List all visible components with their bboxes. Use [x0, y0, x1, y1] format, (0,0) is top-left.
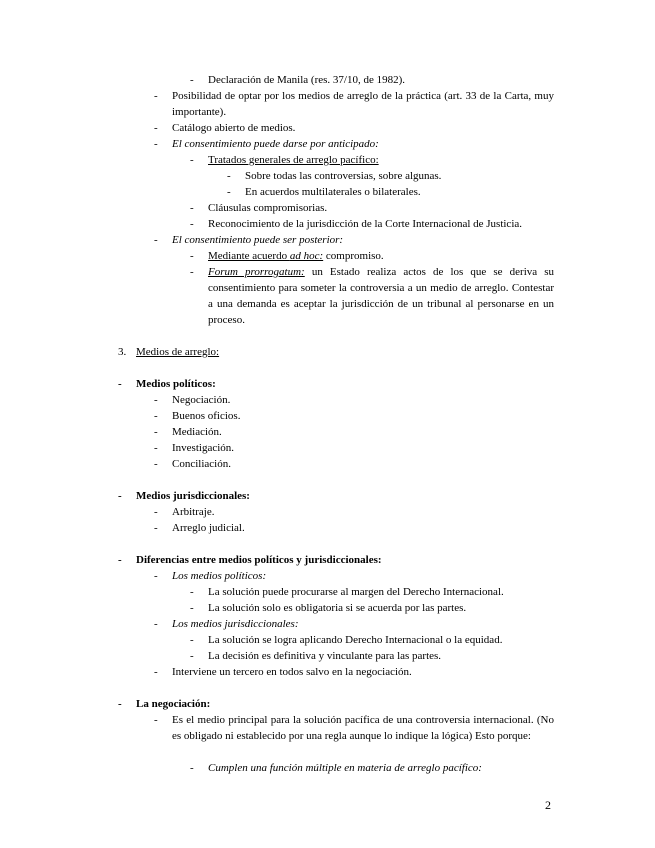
list-item-heading: El consentimiento puede darse por anticipado: — [172, 138, 379, 150]
list-item: Arreglo judicial. — [172, 522, 245, 534]
list-item: Arbitraje. — [172, 506, 215, 518]
bullet-dash: - — [154, 506, 158, 518]
bullet-dash: - — [118, 698, 122, 710]
list-item: Reconocimiento de la jurisdicción de la Corte Internacional de Justicia. — [208, 218, 523, 230]
bullet-dash: - — [118, 378, 122, 390]
bullet-dash: - — [154, 90, 158, 102]
list-item: Catálogo abierto de medios. — [172, 122, 296, 134]
subsection-heading: Medios políticos: — [136, 378, 216, 390]
bullet-dash: - — [154, 122, 158, 134]
list-item: Sobre todas las controversias, sobre algunas. — [245, 170, 442, 182]
list-item: En acuerdos multilaterales o bilaterales. — [245, 186, 421, 198]
bullet-dash: - — [190, 266, 194, 278]
list-item: La solución se logra aplicando Derecho Internacional o la equidad. — [208, 634, 503, 646]
list-item — [208, 264, 554, 328]
subsection-heading: La negociación: — [136, 698, 211, 710]
underlined-text: Mediante acuerdo — [208, 250, 290, 262]
bullet-dash: - — [154, 234, 158, 246]
list-item: Investigación. — [172, 442, 235, 454]
section-title: Medios de arreglo: — [136, 346, 220, 358]
list-item: Posibilidad de optar por los medios de arreglo de la práctica (art. 33 de la Carta, muy importante). — [172, 90, 554, 118]
bullet-dash: - — [227, 170, 231, 182]
bullet-dash: - — [190, 218, 194, 230]
bullet-dash: - — [154, 394, 158, 406]
bullet-dash: - — [154, 522, 158, 534]
bullet-dash: - — [227, 186, 231, 198]
bullet-dash: - — [190, 634, 194, 646]
list-item-heading: Cumplen una función múltiple en materia de arreglo pacífico: — [208, 762, 482, 774]
list-item: Cláusulas compromisorias. — [208, 202, 328, 214]
list-item: Negociación. — [172, 394, 231, 406]
list-item: Es el medio principal para la solución pacífica de una controversia internacional. (No es obligado ni establecido por una regla aunque lo indique la lógica) Esto porque: — [172, 714, 554, 742]
bullet-dash: - — [190, 74, 194, 86]
list-item: Mediación. — [172, 426, 222, 438]
bullet-dash: - — [154, 426, 158, 438]
bullet-dash: - — [190, 202, 194, 214]
bullet-dash: - — [154, 458, 158, 470]
bullet-dash: - — [154, 410, 158, 422]
bullet-dash: - — [190, 602, 194, 614]
list-item: La solución solo es obligatoria si se acuerda por las partes. — [208, 602, 467, 614]
section-number: 3. — [118, 346, 127, 358]
list-item: Buenos oficios. — [172, 410, 241, 422]
bullet-dash: - — [154, 714, 158, 726]
bullet-dash: - — [190, 650, 194, 662]
list-item: La solución puede procurarse al margen del Derecho Internacional. — [208, 586, 504, 598]
list-item: Interviene un tercero en todos salvo en la negociación. — [172, 666, 412, 678]
list-item — [208, 248, 384, 264]
italic-underlined-text: ad hoc: — [289, 250, 324, 262]
bullet-dash: - — [190, 154, 194, 166]
list-item: Conciliación. — [172, 458, 231, 470]
list-item-heading: El consentimiento puede ser posterior: — [172, 234, 344, 246]
page-number: 2 — [545, 798, 551, 812]
bullet-dash: - — [154, 570, 158, 582]
bullet-dash: - — [118, 490, 122, 502]
list-item-heading: Los medios jurisdiccionales: — [172, 618, 299, 630]
list-item-heading: Los medios políticos: — [172, 570, 267, 582]
bullet-dash: - — [190, 762, 194, 774]
list-item: La decisión es definitiva y vinculante para las partes. — [208, 650, 442, 662]
bullet-dash: - — [154, 138, 158, 150]
bullet-dash: - — [154, 666, 158, 678]
bullet-dash: - — [118, 554, 122, 566]
italic-underlined-text: Forum prorrogatum: — [208, 266, 305, 278]
bullet-dash: - — [154, 442, 158, 454]
subsection-heading: Diferencias entre medios políticos y jurisdiccionales: — [136, 554, 382, 566]
bullet-dash: - — [190, 586, 194, 598]
text: compromiso. — [323, 250, 384, 262]
bullet-dash: - — [190, 250, 194, 262]
text: un Estado realiza actos de los que se deriva su consentimiento para someter la controversia a un medio de arreglo. Contestar a una demanda es aceptar la jurisdicción de un tribunal al personarse en un proceso. — [208, 266, 555, 326]
list-item: Declaración de Manila (res. 37/10, de 1982). — [208, 74, 406, 86]
list-item-heading: Tratados generales de arreglo pacífico: — [208, 154, 379, 166]
bullet-dash: - — [154, 618, 158, 630]
subsection-heading: Medios jurisdiccionales: — [136, 490, 250, 502]
